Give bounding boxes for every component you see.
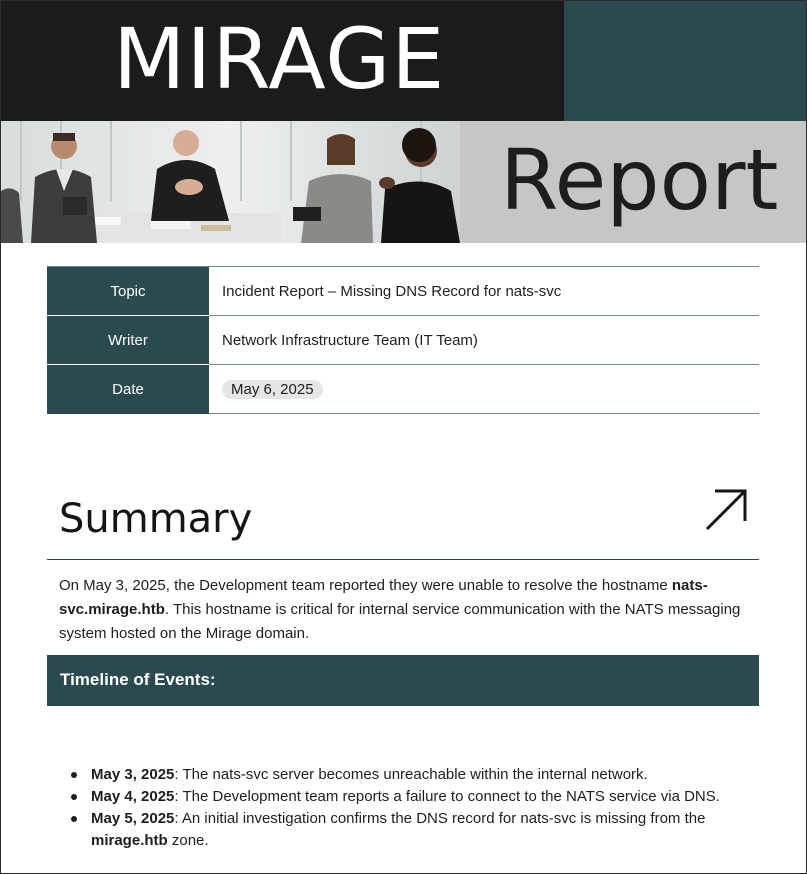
hostname-bold: nats-svc.mirage.htb [59,577,708,618]
event-text: : The Development team reports a failure to connect to the NATS service via DNS. [174,788,720,805]
timeline-events-list [91,764,761,852]
list-item [91,764,761,786]
writer-label: Writer [47,316,209,365]
writer-value: Network Infrastructure Team (IT Team) [209,316,759,365]
arrow-up-right-icon[interactable] [703,487,749,533]
brand-title: MIRAGE [113,10,446,108]
header-teal-band [564,1,807,121]
info-table [47,266,759,414]
event-date: May 3, 2025 [91,766,175,783]
event-date: May 4, 2025 [91,788,175,805]
date-cell [209,365,759,414]
zone-bold: mirage.htb [91,832,168,849]
timeline-header-bar [47,655,759,706]
event-text: : An initial investigation confirms the DNS record for nats-svc is missing from the [174,810,706,827]
summary-divider [47,559,759,560]
timeline-heading: Timeline of Events: [60,670,216,689]
summary-text-part: . This hostname is critical for internal service communication with the NATS messaging system hosted on the Mirage domain. [59,601,741,642]
report-band [460,121,807,243]
list-item [91,808,761,852]
list-item [91,786,761,808]
team-meeting-photo [1,121,460,243]
table-row [47,365,759,414]
date-chip[interactable]: May 6, 2025 [222,380,323,399]
event-text: : The nats-svc server becomes unreachable within the internal network. [174,766,648,783]
event-date: May 5, 2025 [91,810,175,827]
report-subtitle: Report [500,131,779,229]
summary-paragraph [59,574,759,646]
topic-value: Incident Report – Missing DNS Record for nats-svc [209,267,759,316]
topic-label: Topic [47,267,209,316]
table-row [47,267,759,316]
summary-text-part: On May 3, 2025, the Development team reported they were unable to resolve the hostname [59,577,668,594]
table-row [47,316,759,365]
summary-heading: Summary [59,496,253,542]
header-dark-band [1,1,564,121]
event-tail: zone. [167,832,209,849]
date-label: Date [47,365,209,414]
